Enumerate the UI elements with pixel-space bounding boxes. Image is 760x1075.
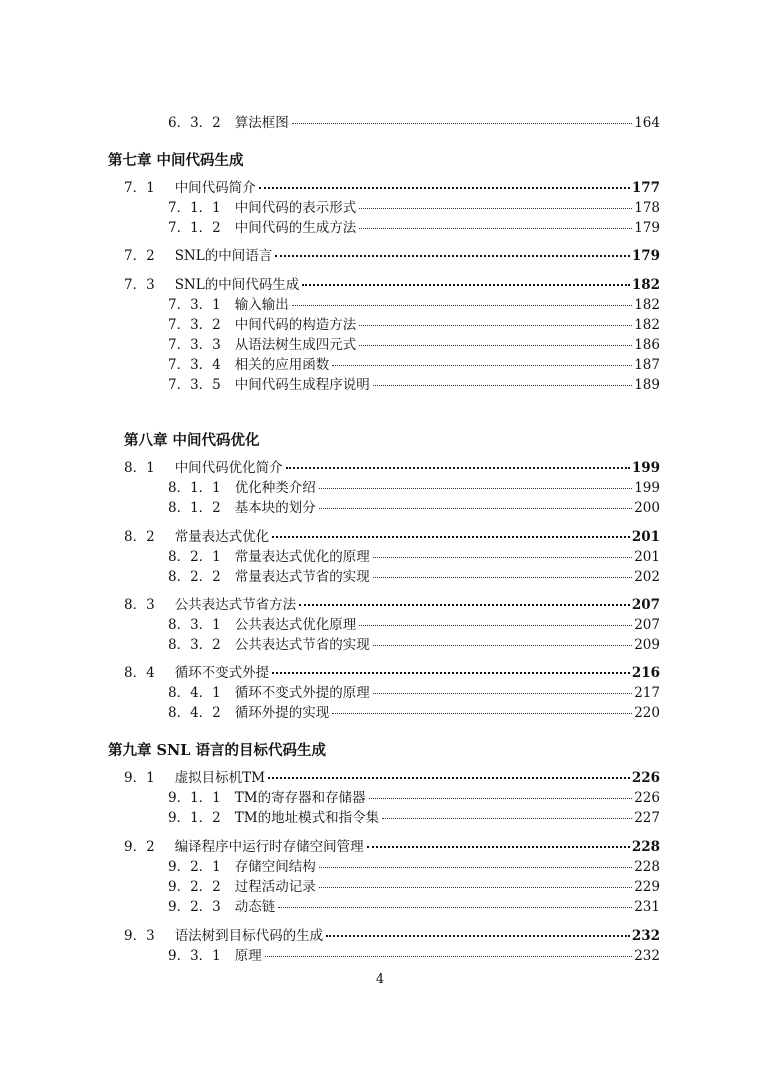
subsection-title: 相关的应用函数 (234, 357, 330, 373)
subsection-number: 9．3．1 (168, 948, 221, 964)
subsection-number: 8．4．1 (168, 685, 221, 701)
subsection-title: 常量表达式节省的实现 (234, 569, 370, 585)
toc-subsection-row[interactable] (168, 219, 660, 237)
page-number: 187 (634, 357, 660, 373)
toc-subsection-row[interactable] (168, 568, 660, 586)
toc-section-row[interactable] (124, 838, 660, 856)
page-number: 186 (634, 337, 660, 353)
dot-leader (332, 713, 632, 714)
dot-leader (319, 488, 632, 489)
section-number: 8．2 (124, 529, 155, 545)
toc-section-row[interactable] (124, 276, 660, 294)
section-number: 8．3 (124, 597, 155, 613)
section-number: 7．2 (124, 248, 155, 264)
toc-section-row[interactable] (124, 179, 660, 197)
toc-subsection-row[interactable] (168, 548, 660, 566)
subsection-title: 中间代码的构造方法 (234, 317, 357, 333)
section-title: 编译程序中运行时存储空间管理 (174, 839, 364, 855)
dot-leader (272, 536, 630, 538)
page-number: 209 (634, 637, 660, 653)
toc-subsection-row[interactable] (168, 789, 660, 807)
section-title: 常量表达式优化 (174, 529, 270, 545)
subsection-title: 存储空间结构 (234, 859, 316, 875)
page-number: 232 (634, 948, 660, 964)
toc-subsection-row[interactable] (168, 296, 660, 314)
dot-leader (382, 818, 632, 819)
dot-leader (302, 284, 630, 286)
page-number: 201 (634, 549, 660, 565)
chapter-heading[interactable]: 第七章 中间代码生成 (108, 152, 244, 169)
dot-leader (369, 798, 633, 799)
toc-subsection-row[interactable] (168, 199, 660, 217)
section-number: 9．1 (124, 770, 155, 786)
page-number: 207 (634, 617, 660, 633)
toc-section-row[interactable] (124, 596, 660, 614)
section-number: 8．1 (124, 460, 155, 476)
subsection-number: 8．2．1 (168, 549, 221, 565)
subsection-number: 8．2．2 (168, 569, 221, 585)
dot-leader (367, 846, 630, 848)
toc-subsection-row[interactable] (168, 704, 660, 722)
dot-leader (319, 887, 632, 888)
subsection-title: 中间代码生成程序说明 (234, 377, 370, 393)
page-number: 177 (631, 180, 660, 196)
chapter-heading[interactable]: 第九章 SNL 语言的目标代码生成 (108, 742, 327, 759)
dot-leader (326, 935, 630, 937)
dot-leader (299, 604, 630, 606)
dot-leader (373, 693, 632, 694)
dot-leader (359, 208, 632, 209)
dot-leader (259, 187, 630, 189)
subsection-title: 原理 (234, 948, 262, 964)
subsection-title: TM的地址模式和指令集 (234, 810, 380, 826)
dot-leader (359, 345, 632, 346)
section-number: 9．2 (124, 839, 155, 855)
section-title: 语法树到目标代码的生成 (174, 928, 324, 944)
subsection-title: 优化种类介绍 (234, 480, 316, 496)
section-number: 8．4 (124, 665, 155, 681)
page-number: 226 (631, 770, 660, 786)
subsection-title: 算法框图 (234, 115, 289, 131)
section-title: 中间代码简介 (174, 180, 256, 196)
subsection-number: 9．1．2 (168, 810, 221, 826)
section-title: SNL的中间代码生成 (174, 277, 300, 293)
toc-subsection-row[interactable] (168, 858, 660, 876)
dot-leader (332, 365, 632, 366)
subsection-number: 9．1．1 (168, 790, 221, 806)
subsection-number: 7．1．1 (168, 200, 221, 216)
page-number: 182 (634, 317, 660, 333)
subsection-title: 公共表达式优化原理 (234, 617, 357, 633)
dot-leader (265, 956, 632, 957)
subsection-title: 常量表达式优化的原理 (234, 549, 370, 565)
toc-section-row[interactable] (124, 528, 660, 546)
section-number: 7．3 (124, 277, 155, 293)
page-number: 199 (634, 480, 660, 496)
toc-subsection-row[interactable] (168, 809, 660, 827)
subsection-number: 8．4．2 (168, 705, 221, 721)
page-number: 202 (634, 569, 660, 585)
section-title: 公共表达式节省方法 (174, 597, 297, 613)
page-number: 179 (634, 220, 660, 236)
page-number: 182 (631, 277, 660, 293)
dot-leader (373, 385, 632, 386)
dot-leader (286, 467, 630, 469)
page-number: 226 (634, 790, 660, 806)
toc-subsection-row[interactable] (168, 898, 660, 916)
subsection-number: 9．2．3 (168, 899, 221, 915)
toc-subsection-row[interactable] (168, 356, 660, 374)
toc-subsection-row[interactable] (168, 684, 660, 702)
subsection-title: 过程活动记录 (234, 879, 316, 895)
page-number: 179 (631, 248, 660, 264)
page-number: 229 (634, 879, 660, 895)
page-number: 228 (634, 859, 660, 875)
subsection-number: 7．3．5 (168, 377, 221, 393)
subsection-title: 从语法树生成四元式 (234, 337, 357, 353)
toc-subsection-row[interactable] (168, 878, 660, 896)
toc-section-row[interactable] (124, 927, 660, 945)
toc-section-row[interactable] (124, 247, 660, 265)
subsection-number: 8．1．2 (168, 500, 221, 516)
subsection-number: 7．3．1 (168, 297, 221, 313)
toc-subsection-row[interactable] (168, 616, 660, 634)
subsection-number: 7．3．2 (168, 317, 221, 333)
subsection-title: 基本块的划分 (234, 500, 316, 516)
subsection-number: 9．2．2 (168, 879, 221, 895)
page-number: 164 (634, 115, 660, 131)
dot-leader (359, 325, 632, 326)
toc-section-row[interactable] (124, 769, 660, 787)
subsection-number: 8．3．2 (168, 637, 221, 653)
section-number: 9．3 (124, 928, 155, 944)
dot-leader (373, 577, 632, 578)
page-number: 199 (631, 460, 660, 476)
toc-subsection-row[interactable] (168, 114, 660, 132)
toc-section-row[interactable] (124, 459, 660, 477)
dot-leader (275, 255, 630, 257)
page-number: 220 (634, 705, 660, 721)
subsection-number: 8．3．1 (168, 617, 221, 633)
page-number: 231 (634, 899, 660, 915)
dot-leader (292, 123, 632, 124)
dot-leader (292, 305, 632, 306)
section-title: 虚拟目标机TM (174, 770, 266, 786)
subsection-number: 7．3．4 (168, 357, 221, 373)
subsection-title: 中间代码的表示形式 (234, 200, 357, 216)
subsection-title: 循环不变式外提的原理 (234, 685, 370, 701)
toc-subsection-row[interactable] (168, 636, 660, 654)
subsection-number: 6．3．2 (168, 115, 221, 131)
footer-page-number: 4 (375, 972, 385, 987)
subsection-number: 8．1．1 (168, 480, 221, 496)
subsection-title: 循环外提的实现 (234, 705, 330, 721)
toc-subsection-row[interactable] (168, 316, 660, 334)
section-title: 中间代码优化简介 (174, 460, 283, 476)
page-number: 228 (631, 839, 660, 855)
toc-subsection-row[interactable] (168, 499, 660, 517)
section-title: SNL的中间语言 (174, 248, 273, 264)
subsection-title: 中间代码的生成方法 (234, 220, 357, 236)
page-number: 232 (631, 928, 660, 944)
dot-leader (373, 645, 632, 646)
subsection-number: 7．1．2 (168, 220, 221, 236)
section-title: 循环不变式外提 (174, 665, 270, 681)
section-number: 7．1 (124, 180, 155, 196)
dot-leader (373, 557, 632, 558)
dot-leader (278, 907, 632, 908)
subsection-number: 7．3．3 (168, 337, 221, 353)
toc-subsection-row[interactable] (168, 479, 660, 497)
toc-subsection-row[interactable] (168, 336, 660, 354)
dot-leader (319, 508, 632, 509)
subsection-title: 动态链 (234, 899, 276, 915)
page-number: 227 (634, 810, 660, 826)
page-number: 178 (634, 200, 660, 216)
dot-leader (272, 672, 630, 674)
subsection-title: 输入输出 (234, 297, 289, 313)
dot-leader (268, 777, 630, 779)
page-number: 189 (634, 377, 660, 393)
toc-subsection-row[interactable] (168, 376, 660, 394)
subsection-title: 公共表达式节省的实现 (234, 637, 370, 653)
page-number: 207 (631, 597, 660, 613)
subsection-title: TM的寄存器和存储器 (234, 790, 366, 806)
page-number: 217 (634, 685, 660, 701)
dot-leader (359, 228, 632, 229)
page-number: 201 (631, 529, 660, 545)
subsection-number: 9．2．1 (168, 859, 221, 875)
toc-subsection-row[interactable] (168, 947, 660, 965)
page-number: 182 (634, 297, 660, 313)
page-number: 200 (634, 500, 660, 516)
dot-leader (319, 867, 632, 868)
toc-section-row[interactable] (124, 664, 660, 682)
dot-leader (359, 625, 632, 626)
page-number: 216 (631, 665, 660, 681)
chapter-heading[interactable]: 第八章 中间代码优化 (124, 432, 260, 449)
